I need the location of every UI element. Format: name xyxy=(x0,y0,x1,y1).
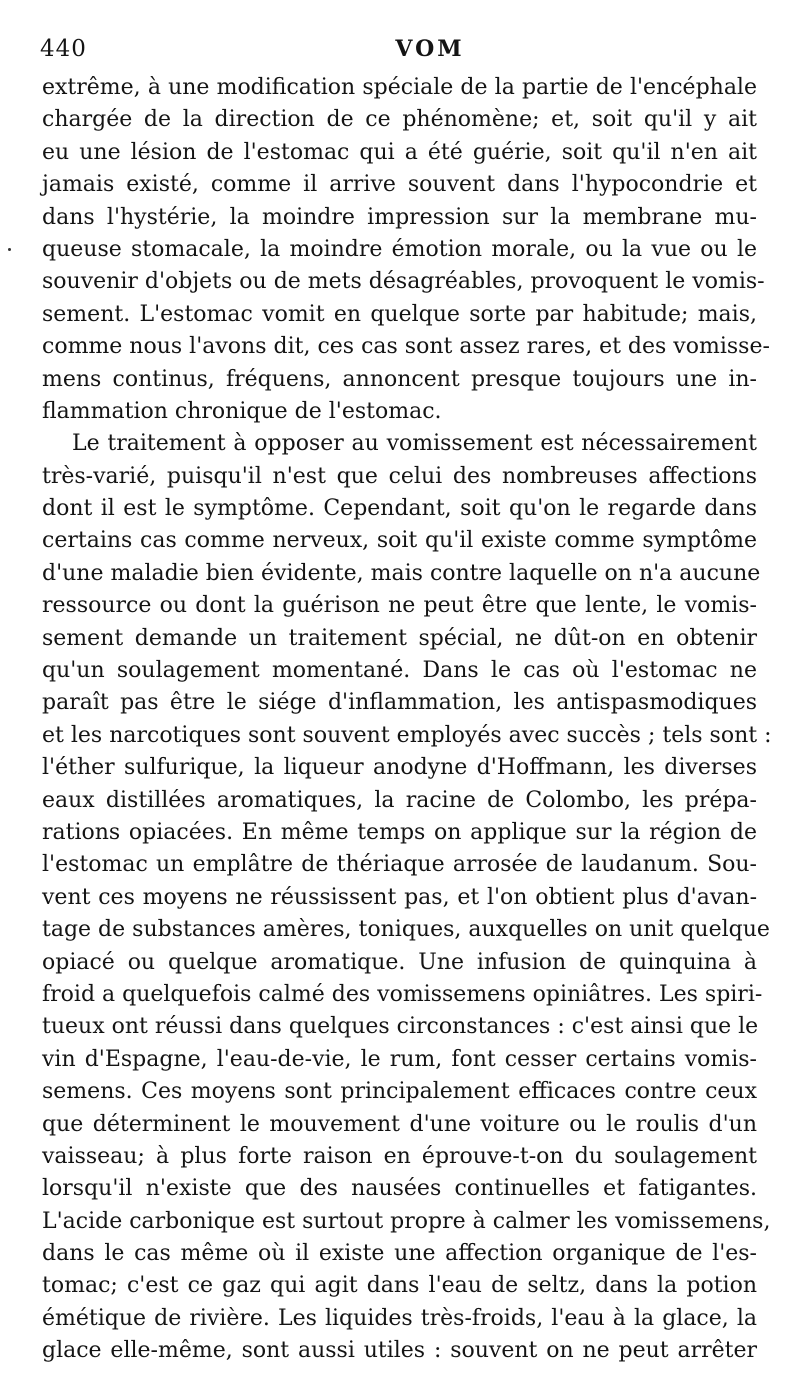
text-line: jamais existé, comme il arrive souvent dans l'hypocondrie et xyxy=(42,172,757,198)
text-line: souvenir d'objets ou de mets désagréables, provoquent le vomis- xyxy=(42,269,765,295)
text-line: paraît pas être le siége d'inflammation, les antispasmodiques xyxy=(42,690,757,716)
text-line: rations opiacées. En même temps on applique sur la région de xyxy=(42,819,757,845)
text-line: opiacé ou quelque aromatique. Une infusion de quinquina à xyxy=(42,949,757,975)
text-line: dont il est le symptôme. Cependant, soit qu'on le regarde dans xyxy=(42,496,757,522)
text-line: comme nous l'avons dit, ces cas sont assez rares, et des vomisse- xyxy=(42,334,770,360)
text-line: et les narcotiques sont souvent employés avec succès ; tels sont : xyxy=(42,722,772,748)
text-line: flammation chronique de l'estomac. xyxy=(42,398,442,424)
text-line: tage de substances amères, toniques, auxquelles on unit quelque xyxy=(42,917,770,943)
text-line: froid a quelquefois calmé des vomissemens opiniâtres. Les spiri- xyxy=(42,981,763,1007)
text-line: Le traitement à opposer au vomissement est nécessairement xyxy=(72,431,757,457)
text-line: l'éther sulfurique, la liqueur anodyne d'Hoffmann, les diverses xyxy=(42,755,757,781)
page-number: 440 xyxy=(40,36,87,62)
text-line: mens continus, fréquens, annoncent presque toujours une in- xyxy=(42,366,757,392)
text-line: eaux distillées aromatiques, la racine de Colombo, les prépa- xyxy=(42,787,757,813)
text-line: semens. Ces moyens sont principalement efficaces contre ceux xyxy=(42,1079,757,1105)
text-line: glace elle-même, sont aussi utiles : souvent on ne peut arrêter xyxy=(42,1338,757,1364)
text-line: qu'un soulagement momentané. Dans le cas où l'estomac ne xyxy=(42,658,757,684)
text-line: sement. L'estomac vomit en quelque sorte par habitude; mais, xyxy=(42,301,757,327)
text-line: ressource ou dont la guérison ne peut être que lente, le vomis- xyxy=(42,593,757,619)
text-line: extrême, à une modification spéciale de la partie de l'encéphale xyxy=(42,75,757,100)
text-line: tueux ont réussi dans quelques circonstances : c'est ainsi que le xyxy=(42,1014,759,1040)
paragraph-2 xyxy=(42,428,772,1367)
text-line: dans le cas même où il existe une affection organique de l'es- xyxy=(42,1241,757,1267)
margin-speck xyxy=(8,248,11,251)
text-line: queuse stomacale, la moindre émotion morale, ou la vue ou le xyxy=(42,236,757,262)
text-line: L'acide carbonique est surtout propre à calmer les vomissemens, xyxy=(42,1208,771,1234)
text-line: dans l'hystérie, la moindre impression sur la membrane mu- xyxy=(42,204,757,230)
text-line: émétique de rivière. Les liquides très-froids, l'eau à la glace, la xyxy=(42,1305,757,1331)
text-line: très-varié, puisqu'il n'est que celui des nombreuses affections xyxy=(42,463,757,489)
body-text xyxy=(42,72,772,1368)
text-line: lorsqu'il n'existe que des nausées continuelles et fatigantes. xyxy=(42,1176,757,1202)
text-line: certains cas comme nerveux, soit qu'il existe comme symptôme xyxy=(42,528,757,554)
text-line: vaisseau; à plus forte raison en éprouve-t-on du soulagement xyxy=(42,1143,757,1169)
text-line: tomac; c'est ce gaz qui agit dans l'eau de seltz, dans la potion xyxy=(42,1273,757,1299)
text-line: l'estomac un emplâtre de thériaque arrosée de laudanum. Sou- xyxy=(42,852,757,878)
text-line: chargée de la direction de ce phénomène; et, soit qu'il y ait xyxy=(42,107,757,133)
text-line: eu une lésion de l'estomac qui a été guérie, soit qu'il n'en ait xyxy=(42,139,757,165)
paragraph-1 xyxy=(42,72,770,428)
text-line: vin d'Espagne, l'eau-de-vie, le rum, font cesser certains vomis- xyxy=(42,1046,757,1072)
running-head: VOM xyxy=(395,36,465,62)
page-header xyxy=(40,36,760,68)
text-line: que déterminent le mouvement d'une voiture ou le roulis d'un xyxy=(42,1111,757,1137)
text-line: d'une maladie bien évidente, mais contre laquelle on n'a aucune xyxy=(42,560,761,586)
text-line: vent ces moyens ne réussissent pas, et l'on obtient plus d'avan- xyxy=(42,884,757,910)
text-line: sement demande un traitement spécial, ne dût-on en obtenir xyxy=(42,625,757,651)
